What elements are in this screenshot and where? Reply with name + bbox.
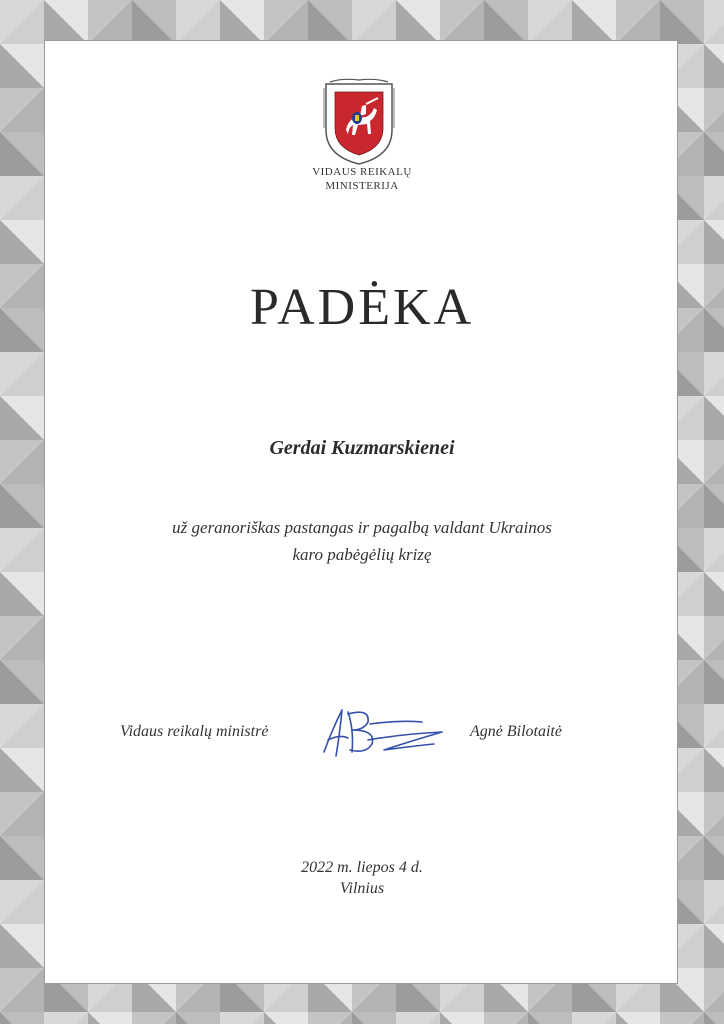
signatory-position: Vidaus reikalų ministrė [120,723,269,740]
date-and-place [212,857,512,899]
recipient-name: Gerdai Kuzmarskienei [269,437,455,459]
signatory-name: Agnė Bilotaitė [470,723,562,740]
coat-of-arms-vytis-icon [322,78,396,166]
award-reason [102,514,622,568]
award-reason-line1: už geranoriškas pastangas ir pagalbą valdant Ukrainos [172,518,552,537]
award-reason-line2: karo pabėgėlių krizę [292,545,432,564]
certificate-title: PADĖKA [249,279,475,336]
ministry-name-line1: VIDAUS REIKALŲ [312,166,412,178]
issue-place: Vilnius [339,880,385,897]
ministry-name [262,165,462,193]
ministry-name-line2: MINISTERIJA [325,180,399,192]
issue-date: 2022 m. liepos 4 d. [301,859,423,876]
handwritten-signature-icon [318,700,448,770]
